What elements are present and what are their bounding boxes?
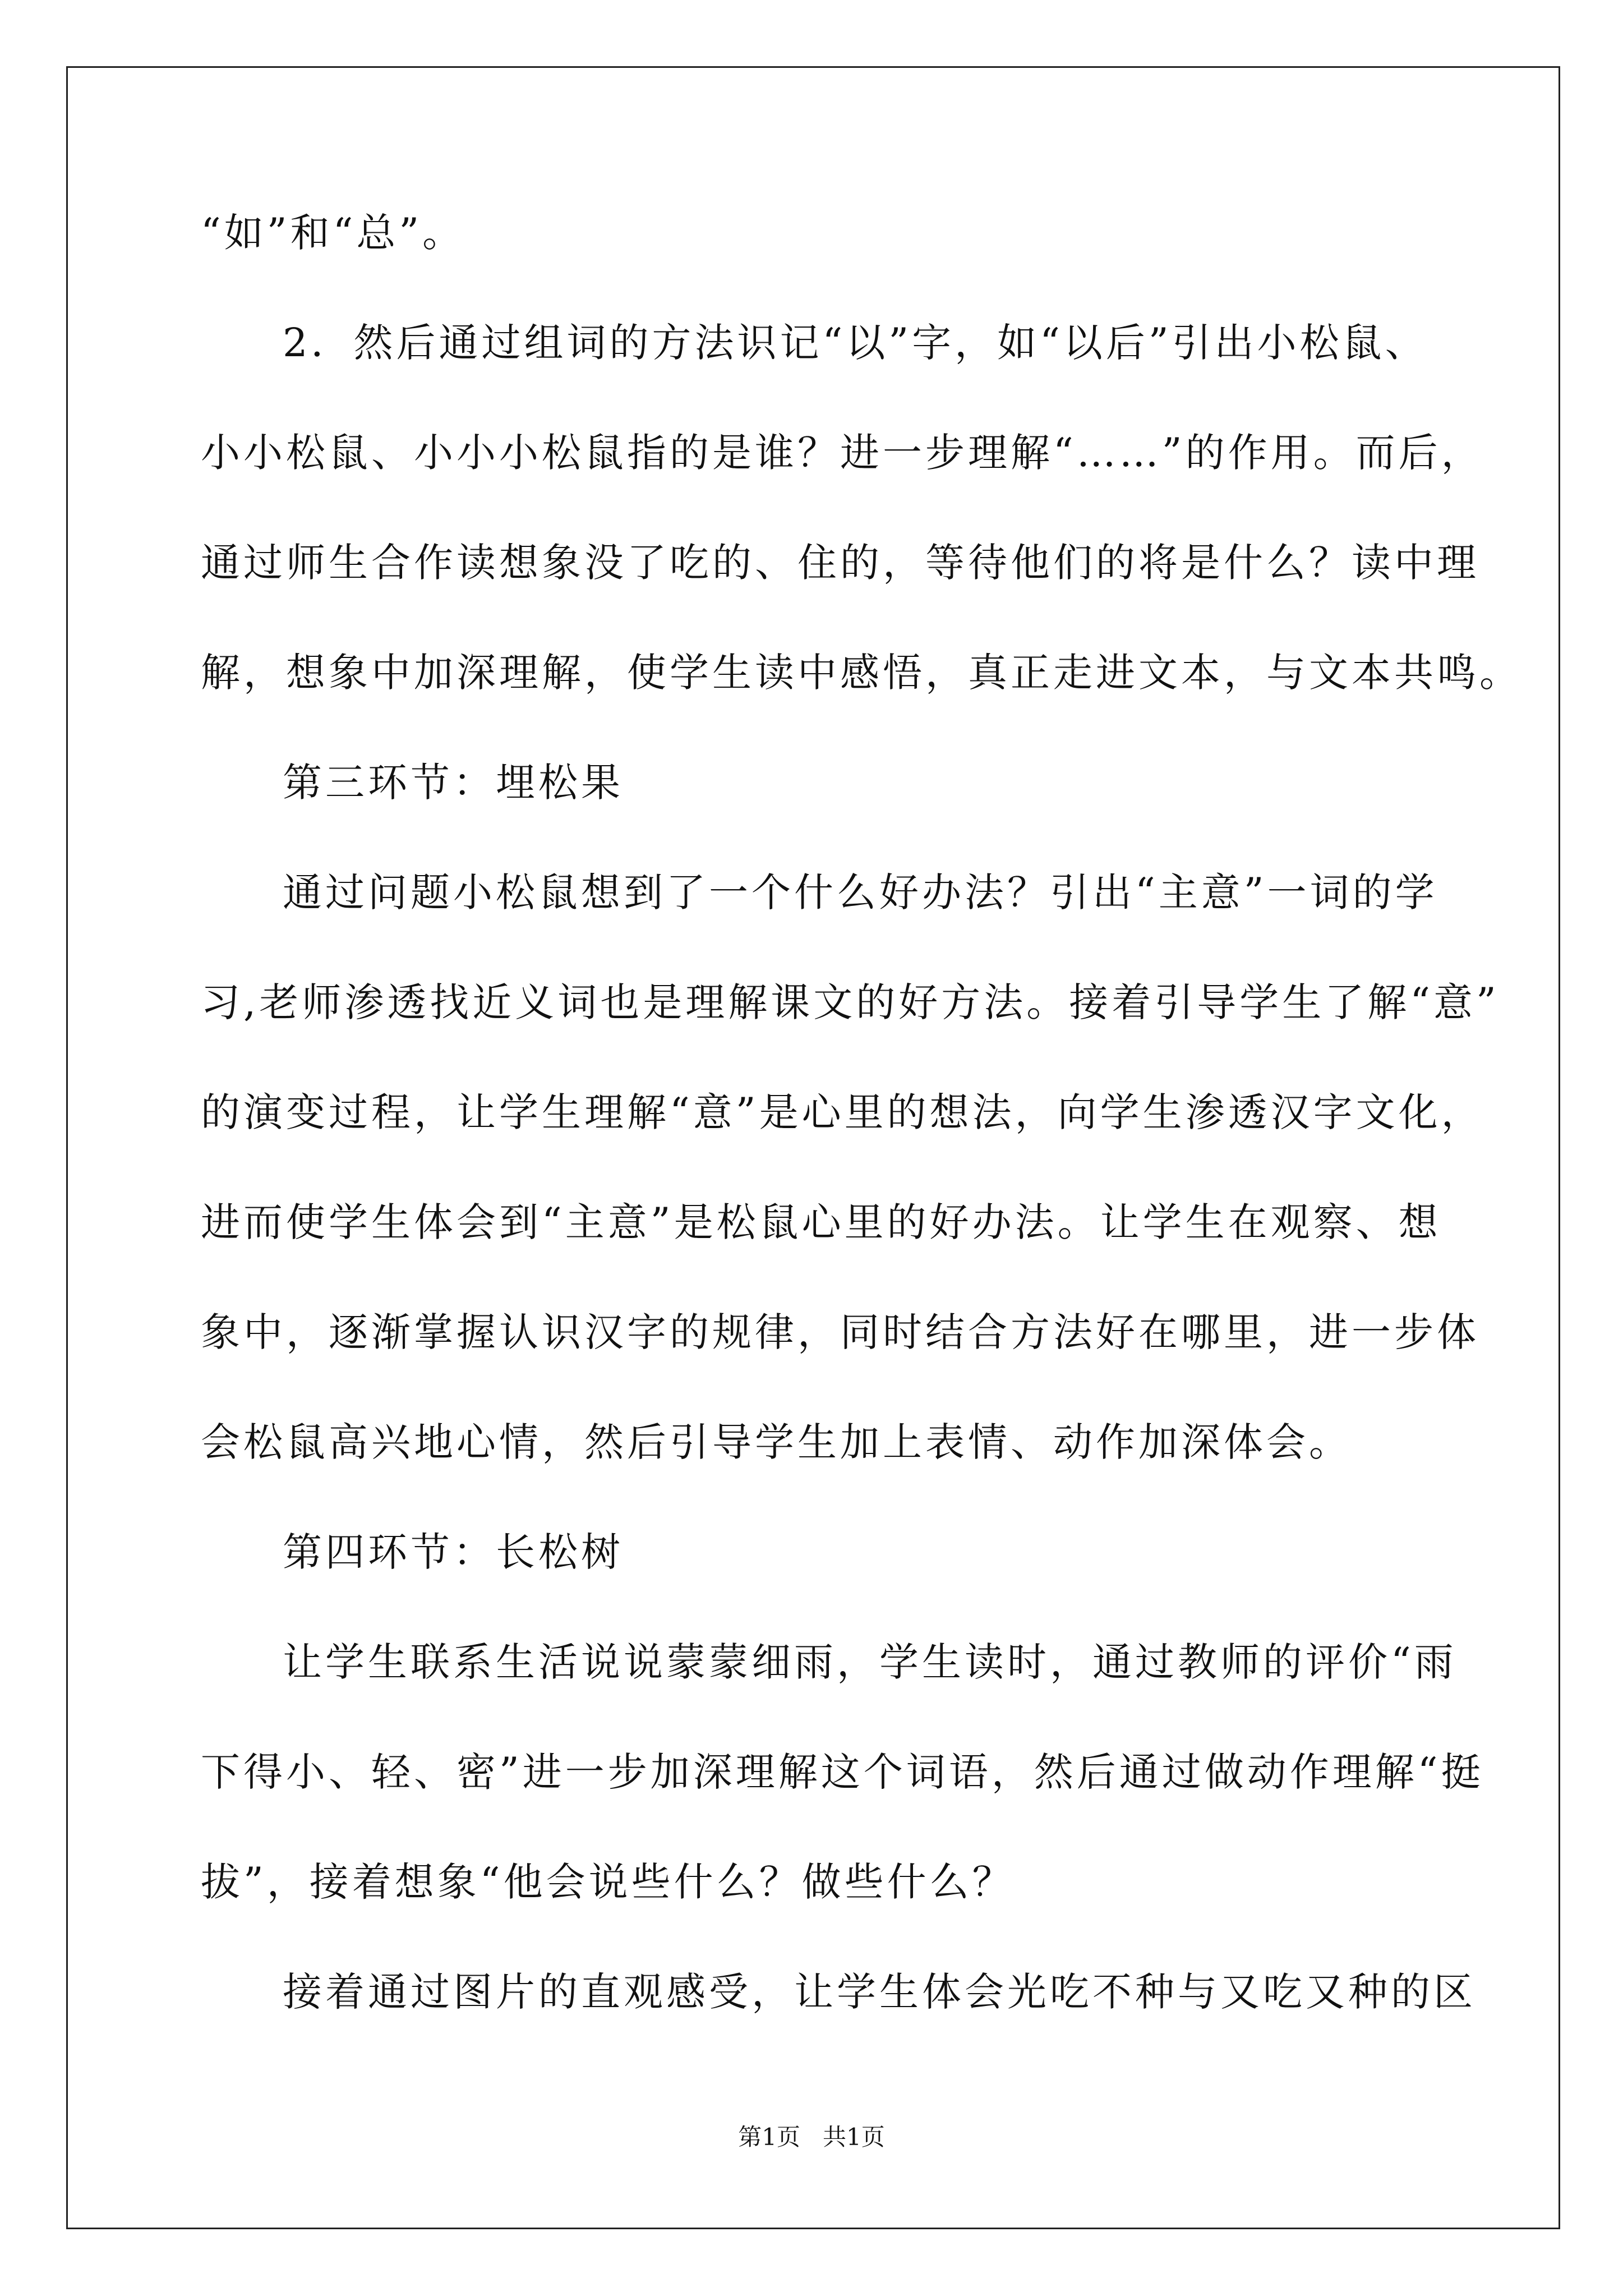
- text-line-9: 的演变过程，让学生理解“意”是心里的想法，向学生渗透汉字文化，: [201, 1089, 1484, 1135]
- text-line-17: 接着通过图片的直观感受，让学生体会光吃不种与又吃又种的区: [283, 1969, 1476, 2015]
- text-line-10: 进而使学生体会到“主意”是松鼠心里的好办法。让学生在观察、想: [201, 1199, 1441, 1245]
- text-line-15: 下得小、轻、密”进一步加深理解这个词语，然后通过做动作理解“挺: [201, 1749, 1484, 1795]
- text-line-11: 象中，逐渐掌握认识汉字的规律，同时结合方法好在哪里，进一步体: [201, 1309, 1479, 1355]
- text-line-12: 会松鼠高兴地心情，然后引导学生加上表情、动作加深体会。: [201, 1419, 1352, 1465]
- text-line-14: 让学生联系生活说说蒙蒙细雨，学生读时，通过教师的评价“雨: [283, 1639, 1457, 1685]
- section-heading-4: 第四环节：长松树: [283, 1529, 624, 1575]
- text-line-1: “如”和“总”。: [201, 210, 465, 256]
- text-line-3: 小小松鼠、小小小松鼠指的是谁？进一步理解“……”的作用。而后，: [201, 430, 1484, 476]
- text-line-2: 2．然后通过组词的方法识记“以”字，如“以后”引出小松鼠、: [283, 320, 1428, 366]
- text-line-8: 习,老师渗透找近义词也是理解课文的好方法。接着引导学生了解“意”: [201, 979, 1500, 1025]
- page-footer: 第1页 共1页: [738, 2123, 885, 2151]
- text-line-16: 拔”，接着想象“他会说些什么？做些什么？: [201, 1859, 1015, 1905]
- text-line-4: 通过师生合作读想象没了吃的、住的，等待他们的将是什么？读中理: [201, 540, 1479, 586]
- text-line-5: 解，想象中加深理解，使学生读中感悟，真正走进文本，与文本共鸣。: [201, 650, 1522, 696]
- text-line-7: 通过问题小松鼠想到了一个什么好办法？引出“主意”一词的学: [283, 869, 1438, 915]
- section-heading-3: 第三环节：埋松果: [283, 760, 624, 806]
